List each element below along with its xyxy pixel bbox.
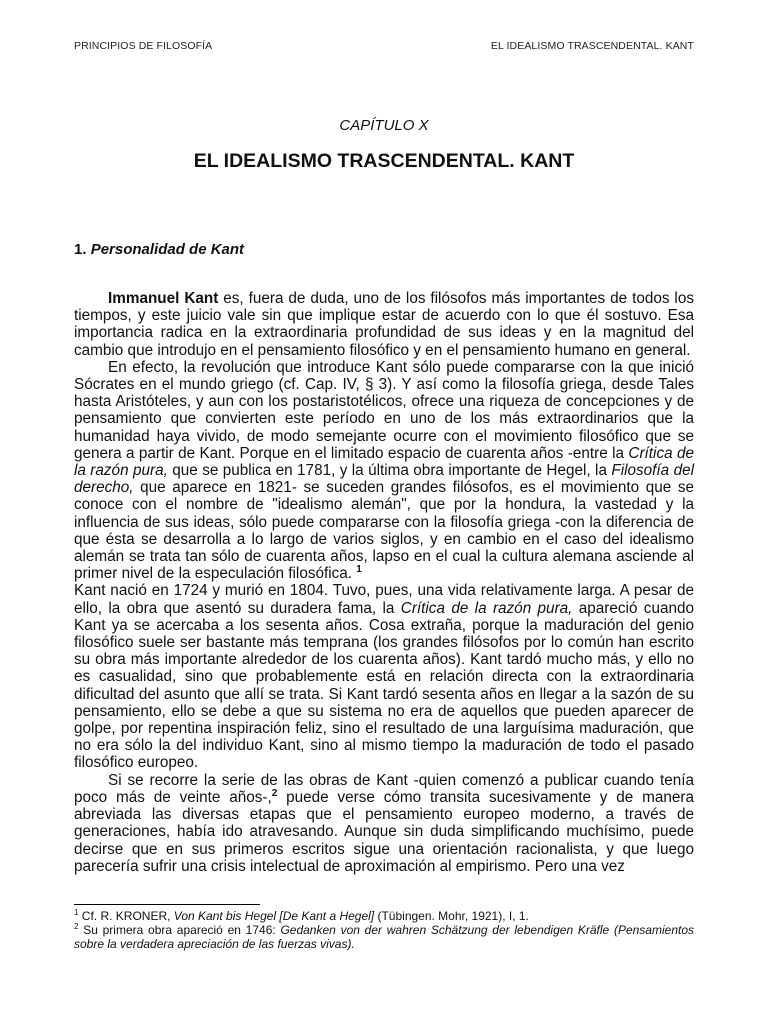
paragraph-2 xyxy=(74,359,694,583)
chapter-title: EL IDEALISMO TRASCENDENTAL. KANT xyxy=(193,150,575,172)
footnote-2-text-a: Su primera obra apareció en 1746: xyxy=(78,923,281,937)
paragraph-1 xyxy=(74,290,694,359)
footnotes xyxy=(74,909,694,951)
footnote-1-mark: 1 xyxy=(74,908,79,917)
book-title-critica: Crítica de la razón pura, xyxy=(74,444,694,480)
footnote-2-mark: 2 xyxy=(74,922,79,931)
footnote-2 xyxy=(74,923,694,951)
footnote-1-title: Von Kant bis Hegel [De Kant a Hegel] xyxy=(173,909,375,923)
running-header-left: PRINCIPIOS DE FILOSOFÍA xyxy=(74,40,213,52)
paragraph-3 xyxy=(74,582,694,771)
paragraph-3-text-b: apareció cuando Kant ya se acercaba a los sesenta años. Cosa extraña, porque la maduración del genio filosófico suele ser bastante más temprana (los grandes filósofos por lo común han escrito su obra más importante alrededor de los cuarenta años). Kant tardó mucho más, y ello no es casualidad, sino que probablemente está en relación directa con la extraordinaria dificultad del asunto que allí se trata. Si Kant tardó sesenta años en llegar a la sazón de su pensamiento, ello se debe a que su sistema no era de aquellos que pueden aparecer de golpe, por repentina inspiración feliz, sino el resultado de una larguísima maduración, que no era sólo la del individuo Kant, sino al mismo tiempo la maduración de todo el pasado filosófico europeo. xyxy=(74,599,694,772)
paragraph-4-text-b: puede verse cómo transita sucesivamente y de manera abreviada las diversas etapas que el pensamiento europeo moderno, a través de generaciones, había ido atravesando. Aunque sin duda simplificando muchísimo, puede decirse que en sus primeros escritos sigue una orientación racionalista, y que luego parecería sufrir una crisis intelectual de aproximación al empirismo. Pero una vez xyxy=(74,788,694,875)
paragraph-4-text-a: Si se recorre la serie de las obras de Kant -quien comenzó a publicar cuando tenía poco más de veinte años-, xyxy=(74,771,694,806)
body-text xyxy=(74,290,694,875)
footnote-1-text-a: Cf. R. KRONER, xyxy=(78,909,174,923)
paragraph-3-text-a: Kant nació en 1724 y murió en 1804. Tuvo, pues, una vida relativamente larga. A pesar de ello, la obra que asentó su duradera fama, la xyxy=(74,582,694,617)
footnote-1-text-b: (Tübingen. Mohr, 1921), I, 1. xyxy=(374,909,529,923)
paragraph-2-text-a: En efecto, la revolución que introduce Kant sólo puede compararse con la que inició Sócrates en el mundo griego (cf. Cap. IV, § 3). Y así como la filosofía griega, desde Tales hasta Aristóteles, y aun con los postaristotélicos, ofrece una riqueza de concepciones y de pensamiento que convierten este período en uno de los más extraordinarios que la humanidad haya vivido, de modo semejante ocurre con el movimiento filosófico que se genera a partir de Kant. Porque en el limitado espacio de cuarenta años -entre la xyxy=(74,358,694,462)
paragraph-2-text-b: que se publica en 1781, y la última obra importante de Hegel, la xyxy=(167,462,612,480)
footnote-ref-1[interactable]: 1 xyxy=(356,564,362,576)
footnote-separator xyxy=(74,904,260,905)
paragraph-1-text: es, fuera de duda, uno de los filósofos más importantes de todos los tiempos, y este juicio vale sin que implique estar de acuerdo con lo que él sostuvo. Esa importancia radica en la extraordinaria profundidad de sus ideas y en la magnitud del cambio que introdujo en el pensamiento filosófico y en el pensamiento humano en general. xyxy=(74,290,694,359)
footnote-ref-2[interactable]: 2 xyxy=(271,787,278,799)
chapter-label: CAPÍTULO X xyxy=(339,117,429,134)
section-heading xyxy=(74,241,244,258)
author-name: Immanuel Kant xyxy=(108,290,219,307)
footnote-2-title: Gedanken von der wahren Schätzung der lebendigen Kräfle (Pensamientos sobre la verdadera apreciación de las fuerzas vivas). xyxy=(74,923,694,951)
section-number: 1. xyxy=(74,241,87,258)
section-title: Personalidad de Kant xyxy=(90,241,245,258)
footnote-1 xyxy=(74,909,694,923)
book-title-filosofia-del-derecho: Filosofía del derecho, xyxy=(74,462,694,497)
running-header-right: EL IDEALISMO TRASCENDENTAL. KANT xyxy=(490,40,694,52)
paragraph-2-text-c: que aparece en 1821- se suceden grandes filósofos, es el movimiento que se conoce con el nombre de "idealismo alemán", que por la hondura, la vastedad y la influencia de sus ideas, sólo puede compararse con la filosofía griega -con la diferencia de que ésta se desarrolla a lo largo de varios siglos, y en cambio en el caso del idealismo alemán se trata tan sólo de cuarenta años, lapso en el cual la cultura alemana asciende al primer nivel de la especulación filosófica. xyxy=(74,479,694,583)
book-title-critica-2: Crítica de la razón pura, xyxy=(400,599,573,617)
paragraph-4 xyxy=(74,772,694,875)
